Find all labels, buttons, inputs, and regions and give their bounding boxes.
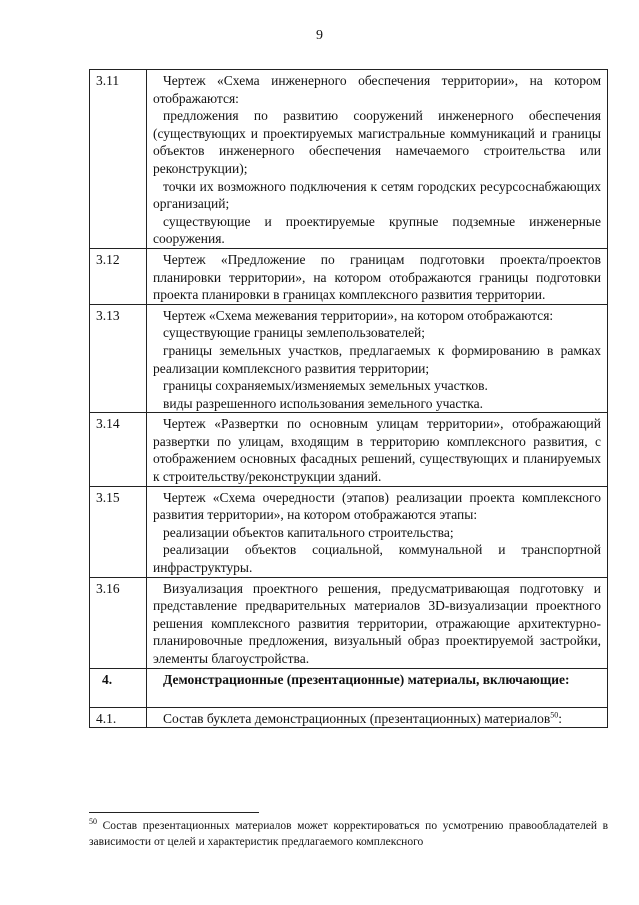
footnote [89, 818, 608, 850]
paragraph-text: Состав буклета демонстрационных (презентационных) материалов [163, 710, 551, 726]
paragraph: точки их возможного подключения к сетям городских ресурсоснабжающих организаций; [153, 178, 601, 212]
row-text [147, 413, 608, 486]
row-number: 3.14 [90, 413, 147, 486]
paragraph: виды разрешенного использования земельного участка. [163, 395, 483, 411]
paragraph: Демонстрационные (презентационные) материалы, включающие: [163, 671, 570, 687]
row-number: 3.16 [90, 577, 147, 668]
table-row [90, 577, 608, 668]
row-number: 3.11 [90, 70, 147, 249]
paragraph-tail: : [558, 710, 563, 726]
paragraph: предложения по развитию сооружений инженерного обеспечения (существующих и проектируемых магистральные коммуникаций и границы объектов инженерного обеспечения намечаемого строительства или реконструкции); [153, 108, 601, 176]
paragraph: Чертеж «Развертки по основным улицам территории», отображающий развертки по улицам, входящим в территорию комплексного развития, с отображением основных фасадных решений, существующих и планируемых к строительству/реконструкции зданий. [153, 416, 601, 485]
paragraph: Визуализация проектного решения, предусматривающая подготовку и представление предварительных материалов 3D-визуализации проектного решения комплексного развития территории, отражающие архитектурно-планировочные предложения, визуальный образ проектируемой застройки, элементы благоустройства. [153, 580, 601, 666]
table-row [90, 707, 608, 728]
paragraph: границы земельных участков, предлагаемых к формированию в рамках реализации комплексного развития территории; [153, 342, 601, 376]
paragraph: реализации объектов капитального строительства; [163, 524, 454, 540]
page-number: 9 [316, 28, 323, 43]
table-row [90, 304, 608, 413]
paragraph: границы сохраняемых/изменяемых земельных участков. [163, 378, 488, 394]
footnote-reference[interactable]: 50 [550, 710, 559, 720]
row-number: 3.15 [90, 486, 147, 577]
row-number: 3.13 [90, 304, 147, 413]
paragraph [153, 710, 601, 728]
section-number: 4. [90, 668, 147, 707]
row-text [147, 248, 608, 304]
section-title [147, 668, 608, 707]
row-text [147, 486, 608, 577]
table-row [90, 486, 608, 577]
table-row [90, 248, 608, 304]
paragraph: Чертеж «Схема очередности (этапов) реализации проекта комплексного развития территории», на котором отображаются этапы: [153, 489, 601, 523]
row-text [147, 70, 608, 249]
paragraph: существующие и проектируемые крупные подземные инженерные сооружения. [153, 213, 601, 247]
paragraph: существующие границы землепользователей; [163, 325, 426, 341]
footnote-text: Состав презентационных материалов может корректироваться по усмотрению правообладателей в зависимости от целей и характеристик предлагаемого комплексного [89, 820, 608, 848]
paragraph: реализации объектов социальной, коммунальной и транспортной инфраструктуры. [153, 542, 601, 576]
footnote-separator [89, 812, 259, 813]
row-text [147, 577, 608, 668]
section-heading-row [90, 668, 608, 707]
paragraph: Чертеж «Схема межевания территории», на котором отображаются: [163, 307, 554, 323]
row-text [147, 304, 608, 413]
paragraph: Чертеж «Схема инженерного обеспечения территории», на котором отображаются: [153, 73, 601, 106]
table-row [90, 70, 608, 249]
paragraph: Чертеж «Предложение по границам подготовки проекта/проектов планировки территории», на котором отображаются границы подготовки проекта планировки в границах комплексного развития территории. [153, 251, 601, 303]
row-number: 4.1. [90, 707, 147, 728]
requirements-table [89, 69, 608, 728]
row-number: 3.12 [90, 248, 147, 304]
table-row [90, 413, 608, 486]
footnote-marker: 50 [89, 817, 97, 827]
row-text [147, 707, 608, 728]
